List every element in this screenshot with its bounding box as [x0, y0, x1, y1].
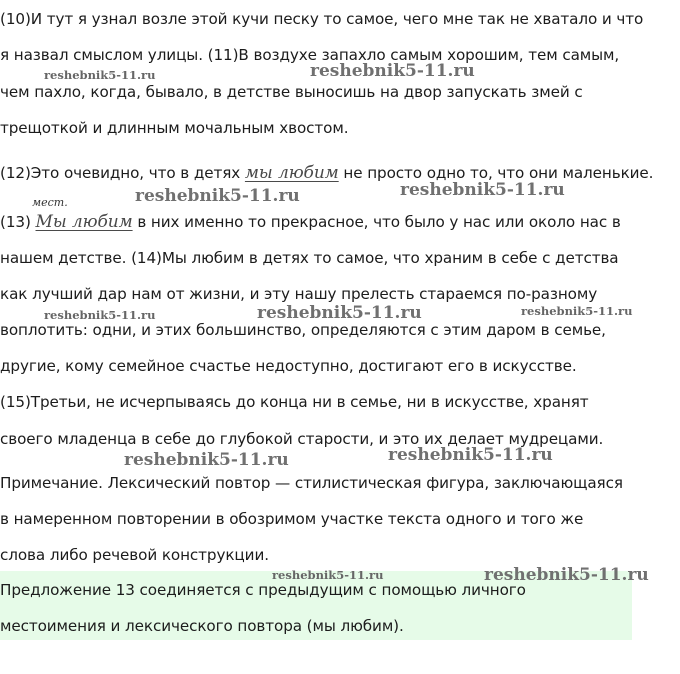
watermark: reshebnik5-11.ru [400, 180, 565, 200]
note-line-1: Примечание. Лексический повтор — стилистическая фигура, заключающаяся [0, 474, 623, 492]
text-line-3: чем пахло, когда, бывало, в детстве выносишь на двор запускать змей с [0, 83, 583, 101]
watermark: reshebnik5-11.ru [257, 303, 422, 323]
text-line-14b: как лучший дар нам от жизни, и эту нашу прелесть стараемся по-разному [0, 285, 598, 303]
watermark: reshebnik5-11.ru [44, 308, 156, 322]
text-line-15b: своего младенца в себе до глубокой старости, и это их делает мудрецами. [0, 430, 604, 448]
text-line-14a: нашем детстве. (14)Мы любим в детях то самое, что храним в себе с детства [0, 249, 619, 267]
sentence-13-start: (13) [0, 213, 36, 231]
answer-line-2: местоимения и лексического повтора (мы любим). [0, 617, 404, 635]
note-line-3: слова либо речевой конструкции. [0, 546, 269, 564]
watermark: reshebnik5-11.ru [44, 68, 156, 82]
handwritten-my-lyubim: мы любим [244, 163, 339, 183]
note-line-2: в намеренном повторении в обозримом участке текста одного и того же [0, 510, 584, 528]
watermark: reshebnik5-11.ru [124, 450, 289, 470]
text-line-4: трещоткой и длинным мочальным хвостом. [0, 119, 349, 137]
watermark: reshebnik5-11.ru [135, 186, 300, 206]
handwritten-label-mest: мест. [32, 196, 68, 209]
watermark: reshebnik5-11.ru [521, 304, 633, 318]
answer-line-1: Предложение 13 соединяется с предыдущим с помощью личного [0, 581, 526, 599]
sentence-12-start: (12)Это очевидно, что в детях [0, 164, 245, 182]
text-line-14c: воплотить: одни, и этих большинство, определяются с этим даром в семье, [0, 321, 606, 339]
text-line-14d: другие, кому семейное счастье недоступно, достигают его в искусстве. [0, 357, 577, 375]
handwritten-my-lyubim-13: Мы любим [35, 212, 133, 232]
sentence-13-end: в них именно то прекрасное, что было у нас или около нас в [132, 213, 621, 231]
watermark: reshebnik5-11.ru [310, 61, 475, 81]
text-line-15a: (15)Третьи, не исчерпываясь до конца ни в семье, ни в искусстве, хранят [0, 393, 589, 411]
text-line-2: я назвал смыслом улицы. (11)В воздухе запахло самым хорошим, тем самым, [0, 46, 620, 64]
sentence-13 [0, 211, 621, 233]
watermark: reshebnik5-11.ru [484, 565, 649, 585]
sentence-12-end: не просто одно то, что они маленькие. [338, 164, 654, 182]
watermark: reshebnik5-11.ru [388, 445, 553, 465]
text-line-1: (10)И тут я узнал возле этой кучи песку то самое, чего мне так не хватало и что [0, 10, 644, 28]
watermark: reshebnik5-11.ru [272, 568, 384, 582]
